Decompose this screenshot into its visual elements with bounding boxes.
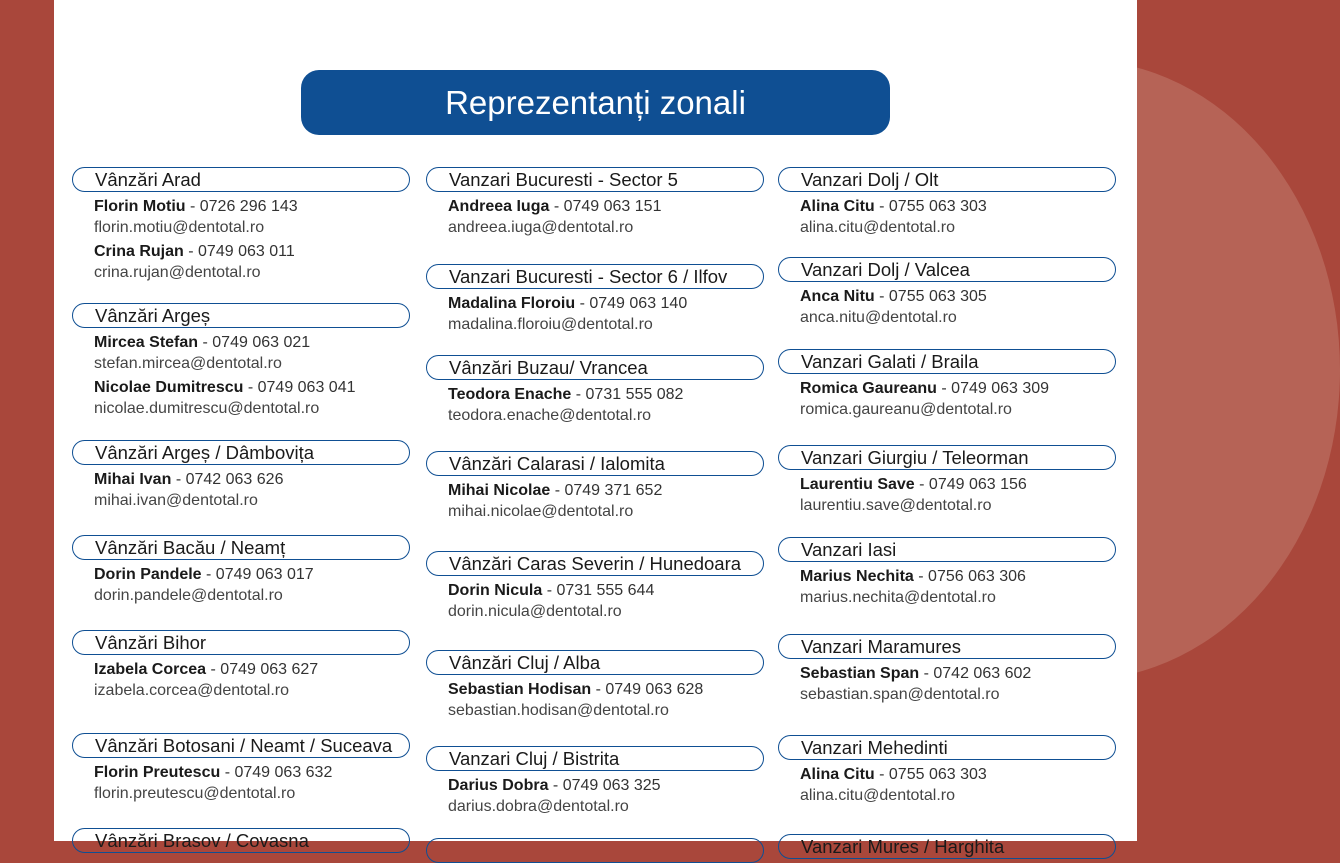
region-section [72, 303, 410, 419]
contact-phone: - 0749 063 627 [210, 661, 319, 678]
contact-phone: - 0755 063 303 [879, 198, 987, 215]
contact-entry [94, 565, 410, 606]
region-header: Vanzari Bucuresti - Sector 5 [426, 167, 764, 192]
region-header: Vânzări Bacău / Neamț [72, 535, 410, 560]
contact-phone: - 0749 063 151 [553, 198, 662, 215]
contact-email[interactable]: nicolae.dumitrescu@dentotal.ro [94, 399, 320, 417]
contact-phone: - 0749 063 156 [919, 476, 1027, 493]
contact-email[interactable]: darius.dobra@dentotal.ro [448, 797, 629, 815]
contact-entry [448, 197, 764, 238]
contact-line [94, 763, 410, 784]
region-header: Vânzări Caras Severin / Hunedoara [426, 551, 764, 576]
contact-phone: - 0756 063 306 [918, 568, 1026, 585]
contact-phone: - 0749 371 652 [554, 482, 663, 499]
contact-name: Alina Citu [800, 198, 875, 215]
contact-name: Florin Preutescu [94, 764, 221, 781]
region-section [778, 735, 1116, 806]
contact-name: Madalina Floroiu [448, 295, 576, 312]
contact-entry [94, 333, 410, 374]
contact-email[interactable]: mihai.nicolae@dentotal.ro [448, 502, 634, 520]
contact-email[interactable]: laurentiu.save@dentotal.ro [800, 496, 992, 514]
contact-phone: - 0749 063 309 [941, 380, 1050, 397]
contact-entry [800, 567, 1116, 608]
contact-name: Alina Citu [800, 766, 875, 783]
contact-entry [448, 776, 764, 817]
region-section [778, 167, 1116, 238]
contact-email[interactable]: marius.nechita@dentotal.ro [800, 588, 996, 606]
region-header: Vanzari Galati / Braila [778, 349, 1116, 374]
region-header: Vanzari Mehedinti [778, 735, 1116, 760]
contact-email[interactable]: anca.nitu@dentotal.ro [800, 308, 957, 326]
region-section [426, 355, 764, 426]
region-header: Vanzari Bucuresti - Sector 6 / Ilfov [426, 264, 764, 289]
region-header: Vanzari Iasi [778, 537, 1116, 562]
contact-line [448, 294, 764, 315]
contact-entry [448, 481, 764, 522]
region-section [426, 650, 764, 721]
contact-phone: - 0726 296 143 [189, 198, 298, 215]
contact-name: Darius Dobra [448, 777, 549, 794]
region-section [72, 828, 410, 853]
contact-email[interactable]: izabela.corcea@dentotal.ro [94, 681, 290, 699]
contact-line [448, 776, 764, 797]
region-header: Vanzari Mures / Harghita [778, 834, 1116, 859]
contact-entry [94, 660, 410, 701]
region-section [72, 167, 410, 283]
region-header: Vânzări Argeș [72, 303, 410, 328]
contact-line [448, 680, 764, 701]
region-header: Vânzări Buzau/ Vrancea [426, 355, 764, 380]
contact-entry [800, 765, 1116, 806]
contact-entry [448, 581, 764, 622]
contact-entry [448, 385, 764, 426]
contact-line [94, 378, 410, 399]
region-section [426, 167, 764, 238]
region-header: Vânzări Brasov / Covasna [72, 828, 410, 853]
contact-line [94, 197, 410, 218]
contact-name: Laurentiu Save [800, 476, 915, 493]
region-header: Vanzari Cluj / Bistrita [426, 746, 764, 771]
contact-entry [800, 664, 1116, 705]
contact-entry [448, 294, 764, 335]
region-section [778, 349, 1116, 420]
region-header: Vanzari Maramures [778, 634, 1116, 659]
region-section [778, 834, 1116, 859]
contact-phone: - 0749 063 632 [224, 764, 333, 781]
region-section [778, 257, 1116, 328]
contact-name: Crina Rujan [94, 243, 184, 260]
region-header: Vânzări Cluj / Alba [426, 650, 764, 675]
contact-name: Marius Nechita [800, 568, 914, 585]
region-header: Vanzari Dolj / Olt [778, 167, 1116, 192]
region-section [778, 537, 1116, 608]
contact-email[interactable]: alina.citu@dentotal.ro [800, 218, 955, 236]
contact-email[interactable]: andreea.iuga@dentotal.ro [448, 218, 634, 236]
contact-line [94, 333, 410, 354]
contact-name: Mircea Stefan [94, 334, 199, 351]
contact-phone: - 0755 063 303 [879, 766, 987, 783]
contact-phone: - 0731 555 082 [575, 386, 684, 403]
region-section [426, 451, 764, 522]
contact-entry [800, 379, 1116, 420]
region-section [426, 838, 764, 863]
contact-email[interactable]: mihai.ivan@dentotal.ro [94, 491, 258, 509]
contact-email[interactable]: stefan.mircea@dentotal.ro [94, 354, 282, 372]
region-header [426, 838, 764, 863]
region-section [426, 551, 764, 622]
contact-entry [448, 680, 764, 721]
contact-name: Izabela Corcea [94, 661, 207, 678]
contact-line [800, 475, 1116, 496]
region-section [778, 634, 1116, 705]
page [54, 0, 1137, 857]
contact-name: Mihai Nicolae [448, 482, 551, 499]
contact-line [800, 379, 1116, 400]
contact-email[interactable]: florin.motiu@dentotal.ro [94, 218, 265, 236]
contact-email[interactable]: dorin.nicula@dentotal.ro [448, 602, 622, 620]
contact-line [94, 242, 410, 263]
contact-entry [94, 470, 410, 511]
contact-name: Dorin Pandele [94, 566, 202, 583]
contact-email[interactable]: florin.preutescu@dentotal.ro [94, 784, 296, 802]
contact-email[interactable]: teodora.enache@dentotal.ro [448, 406, 652, 424]
region-header: Vânzări Calarasi / Ialomita [426, 451, 764, 476]
contact-email[interactable]: crina.rujan@dentotal.ro [94, 263, 261, 281]
contact-name: Dorin Nicula [448, 582, 543, 599]
contact-line [448, 581, 764, 602]
contact-email[interactable]: sebastian.span@dentotal.ro [800, 685, 1000, 703]
contact-entry [800, 475, 1116, 516]
page-title: Reprezentanți zonali [301, 70, 890, 135]
contact-phone: - 0749 063 011 [188, 243, 295, 260]
region-section [72, 630, 410, 701]
contact-entry [94, 242, 410, 283]
contact-line [800, 567, 1116, 588]
region-header: Vânzări Arad [72, 167, 410, 192]
region-header: Vânzări Bihor [72, 630, 410, 655]
contact-phone: - 0742 063 626 [175, 471, 284, 488]
contact-phone: - 0731 555 644 [546, 582, 655, 599]
contact-line [448, 481, 764, 502]
contact-entry [94, 763, 410, 804]
region-header: Vânzări Argeș / Dâmbovița [72, 440, 410, 465]
contact-phone: - 0749 063 628 [595, 681, 704, 698]
contact-line [448, 197, 764, 218]
region-section [72, 440, 410, 511]
contact-phone: - 0749 063 017 [206, 566, 314, 583]
contact-email[interactable]: romica.gaureanu@dentotal.ro [800, 400, 1012, 418]
contact-phone: - 0755 063 305 [879, 288, 987, 305]
contact-email[interactable]: alina.citu@dentotal.ro [800, 786, 955, 804]
contact-name: Anca Nitu [800, 288, 875, 305]
region-header: Vanzari Dolj / Valcea [778, 257, 1116, 282]
contact-entry [800, 287, 1116, 328]
contact-name: Florin Motiu [94, 198, 186, 215]
contact-entry [94, 197, 410, 238]
contact-phone: - 0749 063 325 [552, 777, 661, 794]
contact-name: Teodora Enache [448, 386, 572, 403]
region-section [426, 264, 764, 335]
contact-name: Romica Gaureanu [800, 380, 937, 397]
contact-line [800, 287, 1116, 308]
contact-entry [94, 378, 410, 419]
contact-phone: - 0742 063 602 [923, 665, 1032, 682]
contact-line [448, 385, 764, 406]
contact-phone: - 0749 063 021 [202, 334, 311, 351]
region-header: Vânzări Botosani / Neamt / Suceava [72, 733, 410, 758]
contact-email[interactable]: sebastian.hodisan@dentotal.ro [448, 701, 669, 719]
contact-line [800, 765, 1116, 786]
contact-name: Sebastian Hodisan [448, 681, 592, 698]
contact-line [94, 470, 410, 491]
contact-email[interactable]: madalina.floroiu@dentotal.ro [448, 315, 653, 333]
contact-phone: - 0749 063 140 [579, 295, 688, 312]
contact-line [800, 197, 1116, 218]
contact-phone: - 0749 063 041 [247, 379, 356, 396]
region-section [72, 733, 410, 804]
contact-name: Nicolae Dumitrescu [94, 379, 244, 396]
contact-line [94, 565, 410, 586]
contact-entry [800, 197, 1116, 238]
contact-name: Sebastian Span [800, 665, 920, 682]
contact-name: Mihai Ivan [94, 471, 172, 488]
contact-name: Andreea Iuga [448, 198, 550, 215]
region-section [778, 445, 1116, 516]
region-section [426, 746, 764, 817]
contact-line [94, 660, 410, 681]
region-header: Vanzari Giurgiu / Teleorman [778, 445, 1116, 470]
region-section [72, 535, 410, 606]
contact-email[interactable]: dorin.pandele@dentotal.ro [94, 586, 283, 604]
contact-line [800, 664, 1116, 685]
